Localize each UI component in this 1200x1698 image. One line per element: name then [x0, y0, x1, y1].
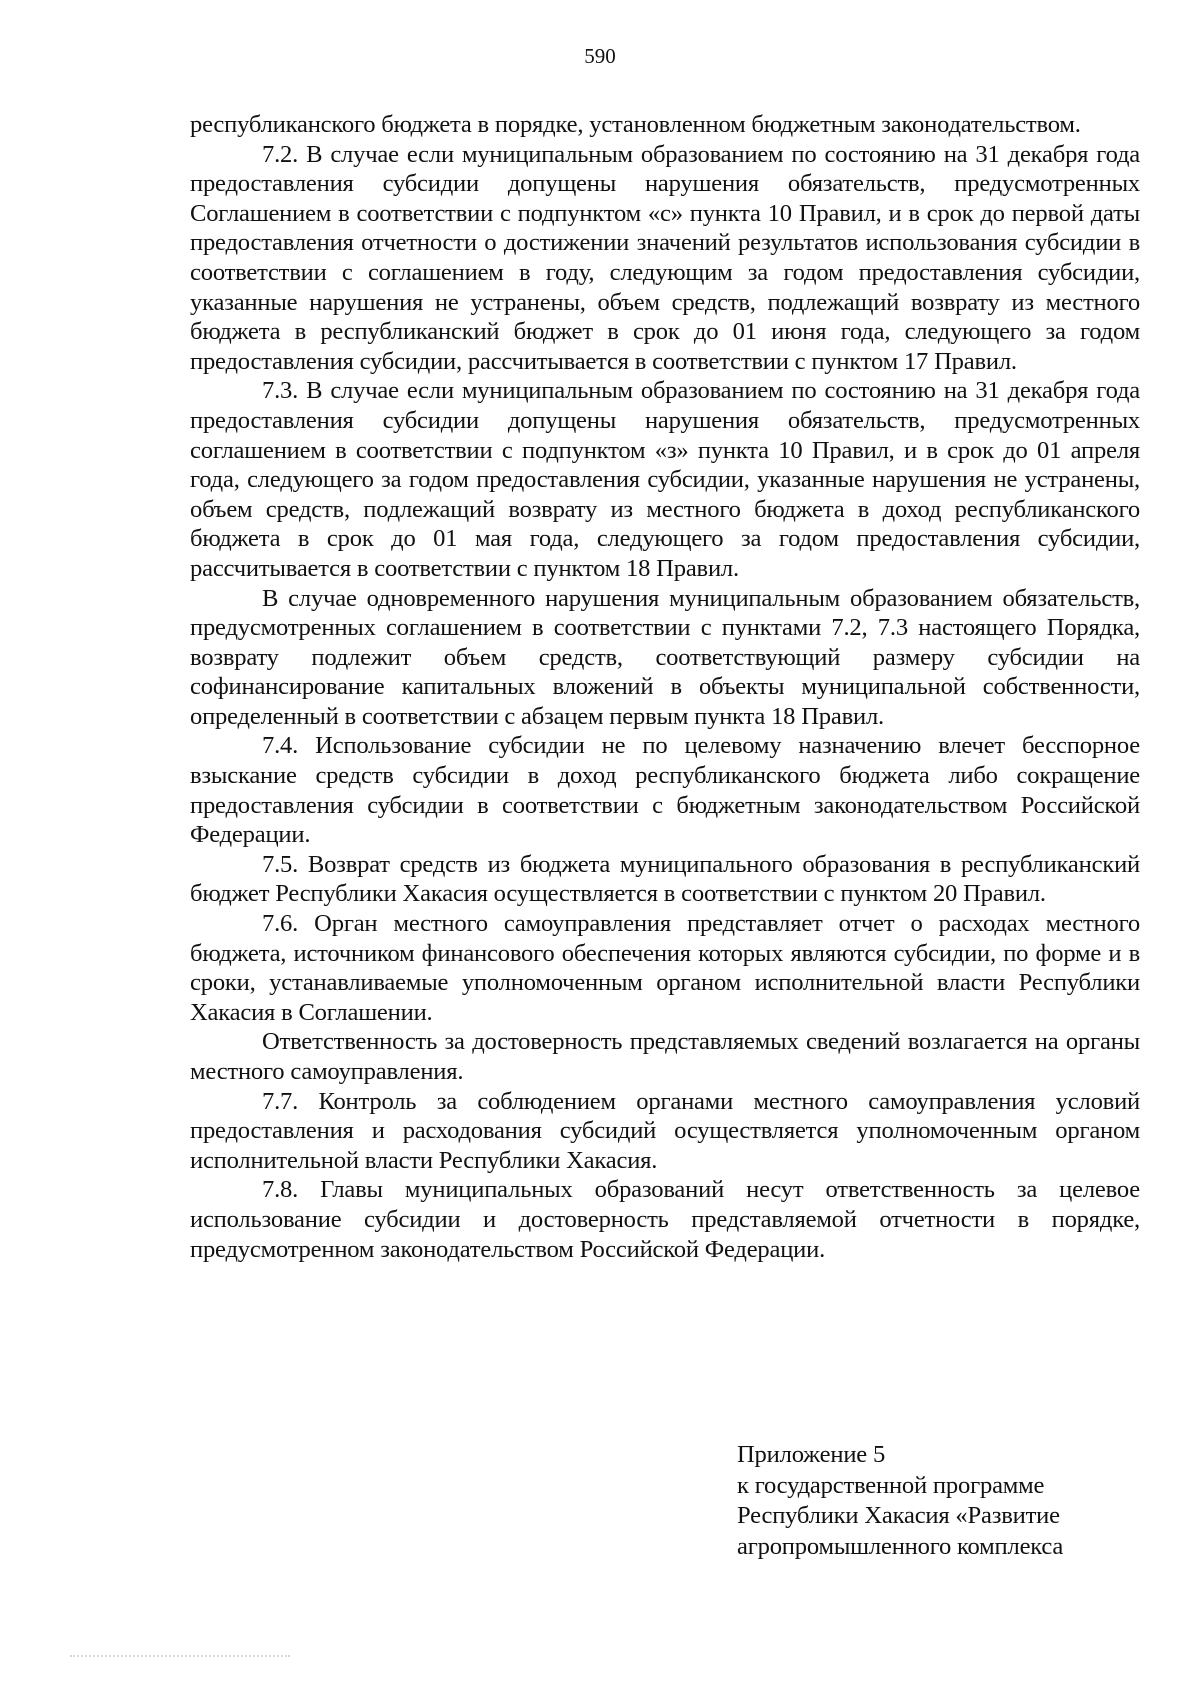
paragraph-7-4: 7.4. Использование субсидии не по целевому назначению влечет бесспорное взыскание средств субсидии в доход республиканского бюджета либо сокращение предоставления субсидии в соответствии с бюджетным законодательством Российской Федерации. [190, 732, 1140, 849]
scan-artifact [70, 1655, 290, 1661]
appendix-line: к государственной программе [737, 1471, 1045, 1499]
paragraph-7-8: 7.8. Главы муниципальных образований несут ответственность за целевое использование субсидии и достоверность представляемой отчетности в порядке, предусмотренном законодательством Российской Федерации. [190, 1176, 1140, 1263]
paragraph-7-5: 7.5. Возврат средств из бюджета муниципального образования в республиканский бюджет Республики Хакасия осуществляется в соответствии с пунктом 20 Правил. [190, 850, 1140, 908]
paragraph-7-2: 7.2. В случае если муниципальным образованием по состоянию на 31 декабря года предоставления субсидии допущены нарушения обязательств, предусмотренных Соглашением в соответствии с подпунктом «с» пункта 10 Правил, и в срок до первой даты предоставления отчетности о достижении значений результатов использования субсидии в соответствии с соглашением в году, следующим за годом предоставления субсидии, указанные нарушения не устранены, объем средств, подлежащий возврату из местного бюджета в республиканский бюджет в срок до 01 июня года, следующего за годом предоставления субсидии, рассчитывается в соответствии с пунктом 17 Правил. [190, 140, 1140, 375]
paragraph-7-6: 7.6. Орган местного самоуправления представляет отчет о расходах местного бюджета, источником финансового обеспечения которых являются субсидии, по форме и в сроки, устанавливаемые уполномоченным органом исполнительной власти Республики Хакасия в Соглашении. [190, 910, 1140, 1026]
appendix-line: Республики Хакасия «Развитие [737, 1502, 1060, 1529]
document-body [190, 110, 1140, 1264]
paragraph-7-3: 7.3. В случае если муниципальным образованием по состоянию на 31 декабря года предоставления субсидии допущены нарушения обязательств, предусмотренных соглашением в соответствии с подпунктом «з» пункта 10 Правил, и в срок до 01 апреля года, следующего за годом предоставления субсидии, указанные нарушения не устранены, объем средств, подлежащий возврату из местного бюджета в доход республиканского бюджета в срок до 01 мая года, следующего за годом предоставления субсидии, рассчитывается в соответствии с пунктом 18 Правил. [190, 377, 1140, 582]
page-number: 590 [584, 44, 616, 68]
appendix-line: агропромышленного комплекса [737, 1532, 1064, 1560]
appendix-line: Приложение 5 [737, 1441, 886, 1468]
appendix-header [737, 1440, 1157, 1562]
paragraph-simultaneous-violation: В случае одновременного нарушения муниципальным образованием обязательств, предусмотренных соглашением в соответствии с пунктами 7.2, 7.3 настоящего Порядка, возврату подлежит объем средств, соответствующий размеру субсидии на софинансирование капитальных вложений в объекты муниципальной собственности, определенный в соответствии с абзацем первым пункта 18 Правил. [190, 584, 1140, 730]
paragraph-responsibility: Ответственность за достоверность представляемых сведений возлагается на органы местного самоуправления. [190, 1028, 1140, 1085]
paragraph-budget-continuation: республиканского бюджета в порядке, установленном бюджетным законодательством. [190, 111, 1081, 138]
paragraph-7-7: 7.7. Контроль за соблюдением органами местного самоуправления условий предоставления и расходования субсидий осуществляется уполномоченным органом исполнительной власти Республики Хакасия. [190, 1087, 1140, 1174]
